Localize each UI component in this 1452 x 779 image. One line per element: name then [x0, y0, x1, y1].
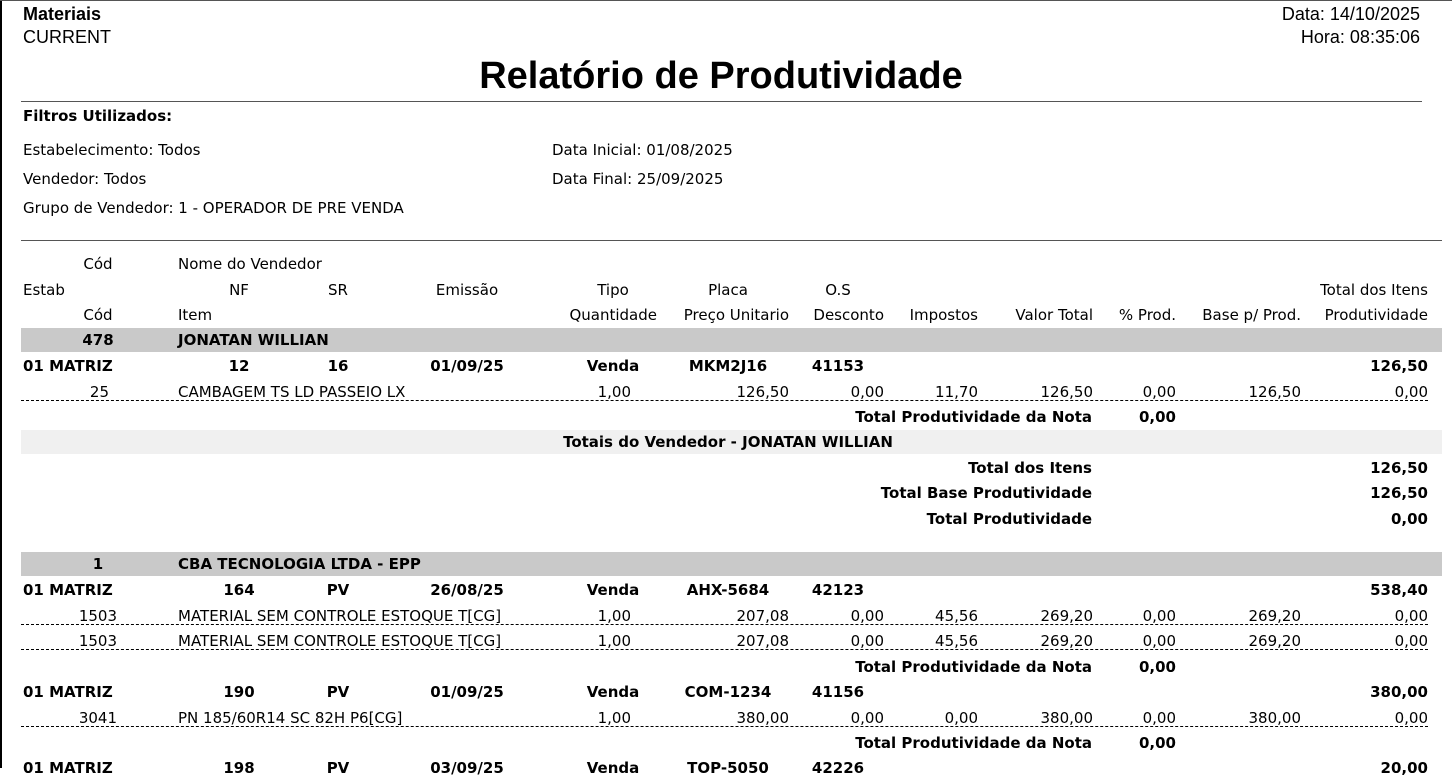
filters-heading: Filtros Utilizados: [23, 107, 173, 125]
col-desconto: Desconto [813, 306, 884, 324]
col-total-itens: Total dos Itens [1320, 281, 1428, 299]
note-row [0, 681, 1452, 703]
item-quantidade: 1,00 [597, 383, 631, 401]
note-total: 126,50 [1370, 357, 1428, 375]
note-nf: 164 [223, 581, 255, 599]
note-row [0, 757, 1452, 779]
col-seller-name: Nome do Vendedor [178, 255, 322, 273]
seller-total-itens-value: 126,50 [1370, 459, 1428, 477]
filter-grupo-vendedor: Grupo de Vendedor: 1 - OPERADOR DE PRE VENDA [23, 199, 404, 217]
seller-total-prod-label: Total Produtividade [926, 510, 1092, 528]
note-os: 42123 [811, 581, 865, 599]
note-tipo: Venda [586, 759, 640, 777]
col-placa: Placa [708, 281, 748, 299]
item-code: 1503 [78, 632, 117, 650]
note-placa: AHX-5684 [686, 581, 770, 599]
note-emissao: 26/08/25 [430, 581, 504, 599]
item-impostos: 0,00 [944, 709, 978, 727]
col-valor-total: Valor Total [1015, 306, 1093, 324]
item-base-prod: 126,50 [1248, 383, 1301, 401]
note-placa: COM-1234 [684, 683, 772, 701]
note-nf: 12 [228, 357, 250, 375]
col-item: Item [178, 306, 213, 324]
note-os: 41156 [811, 683, 865, 701]
report-time: Hora: 08:35:06 [1300, 27, 1420, 47]
item-base-prod: 269,20 [1248, 607, 1301, 625]
item-preco: 380,00 [736, 709, 789, 727]
filters-divider [21, 240, 1442, 241]
seller-total-base-label: Total Base Produtividade [880, 484, 1092, 502]
col-item-code: Cód [83, 306, 113, 324]
item-description: CAMBAGEM TS LD PASSEIO LX [178, 383, 406, 401]
note-total-label: Total Produtividade da Nota [855, 408, 1092, 426]
item-quantidade: 1,00 [597, 709, 631, 727]
note-tipo: Venda [586, 581, 640, 599]
note-total-value: 0,00 [1138, 658, 1176, 676]
col-sr: SR [328, 281, 348, 299]
item-preco: 207,08 [736, 632, 789, 650]
note-total-value: 0,00 [1138, 408, 1176, 426]
item-valor-total: 269,20 [1040, 632, 1093, 650]
seller-name: CBA TECNOLOGIA LTDA - EPP [178, 555, 421, 573]
note-sr: PV [326, 683, 350, 701]
item-valor-total: 126,50 [1040, 383, 1093, 401]
item-code: 1503 [78, 607, 117, 625]
filter-estabelecimento: Estabelecimento: Todos [23, 141, 201, 159]
seller-total-prod-value: 0,00 [1390, 510, 1428, 528]
note-row [0, 355, 1452, 377]
item-pct-prod: 0,00 [1142, 383, 1176, 401]
item-pct-prod: 0,00 [1142, 607, 1176, 625]
seller-code: 1 [92, 555, 104, 573]
item-base-prod: 269,20 [1248, 632, 1301, 650]
seller-total-base-value: 126,50 [1370, 484, 1428, 502]
col-seller-code: Cód [83, 255, 113, 273]
item-description: MATERIAL SEM CONTROLE ESTOQUE T[CG] [178, 632, 502, 650]
seller-name: JONATAN WILLIAN [178, 331, 329, 349]
col-nf: NF [229, 281, 249, 299]
item-desconto: 0,00 [850, 709, 884, 727]
col-emissao: Emissão [435, 281, 499, 299]
seller-totals-title: Totais do Vendedor - JONATAN WILLIAN [563, 433, 893, 451]
item-desconto: 0,00 [850, 383, 884, 401]
item-preco: 126,50 [736, 383, 789, 401]
note-estab: 01 MATRIZ [23, 581, 113, 599]
item-description: PN 185/60R14 SC 82H P6[CG] [178, 709, 403, 727]
item-description: MATERIAL SEM CONTROLE ESTOQUE T[CG] [178, 607, 502, 625]
note-total-label: Total Produtividade da Nota [855, 734, 1092, 752]
note-nf: 198 [223, 759, 255, 777]
note-placa: TOP-5050 [687, 759, 769, 777]
note-total: 380,00 [1370, 683, 1428, 701]
note-estab: 01 MATRIZ [23, 759, 113, 777]
col-pct-prod: % Prod. [1118, 306, 1176, 324]
module-name: Materiais [23, 4, 102, 24]
company-name: CURRENT [23, 27, 111, 47]
item-pct-prod: 0,00 [1142, 709, 1176, 727]
filter-vendedor: Vendedor: Todos [23, 170, 147, 188]
item-pct-prod: 0,00 [1142, 632, 1176, 650]
item-code: 25 [89, 383, 109, 401]
item-impostos: 45,56 [935, 632, 978, 650]
item-base-prod: 380,00 [1248, 709, 1301, 727]
item-produtividade: 0,00 [1394, 709, 1428, 727]
item-produtividade: 0,00 [1394, 607, 1428, 625]
col-tipo: Tipo [597, 281, 629, 299]
item-quantidade: 1,00 [597, 632, 631, 650]
note-sr: 16 [327, 357, 349, 375]
item-preco: 207,08 [736, 607, 789, 625]
item-desconto: 0,00 [850, 607, 884, 625]
note-tipo: Venda [586, 683, 640, 701]
item-row [0, 630, 1452, 652]
item-valor-total: 269,20 [1040, 607, 1093, 625]
item-produtividade: 0,00 [1394, 632, 1428, 650]
item-code: 3041 [78, 709, 117, 727]
col-base-prod: Base p/ Prod. [1202, 306, 1301, 324]
item-desconto: 0,00 [850, 632, 884, 650]
seller-total-itens-label: Total dos Itens [968, 459, 1092, 477]
col-impostos: Impostos [909, 306, 978, 324]
note-total-value: 0,00 [1138, 734, 1176, 752]
filter-data-final: Data Final: 25/09/2025 [552, 170, 724, 188]
col-preco-unitario: Preço Unitario [683, 306, 789, 324]
item-produtividade: 0,00 [1394, 383, 1428, 401]
note-estab: 01 MATRIZ [23, 357, 113, 375]
note-os: 41153 [811, 357, 865, 375]
item-row [0, 707, 1452, 729]
note-sr: PV [326, 581, 350, 599]
item-quantidade: 1,00 [597, 607, 631, 625]
seller-code: 478 [82, 331, 114, 349]
col-os: O.S [825, 281, 851, 299]
item-valor-total: 380,00 [1040, 709, 1093, 727]
note-sr: PV [326, 759, 350, 777]
item-impostos: 45,56 [935, 607, 978, 625]
note-estab: 01 MATRIZ [23, 683, 113, 701]
col-estab: Estab [23, 281, 65, 299]
item-row [0, 381, 1452, 403]
report-title: Relatório de Produtividade [479, 55, 963, 97]
note-emissao: 01/09/25 [430, 357, 504, 375]
note-total: 20,00 [1380, 759, 1428, 777]
note-row [0, 579, 1452, 601]
title-divider [21, 101, 1422, 102]
note-emissao: 01/09/25 [430, 683, 504, 701]
note-placa: MKM2J16 [688, 357, 768, 375]
item-row [0, 605, 1452, 627]
note-total: 538,40 [1370, 581, 1428, 599]
col-produtividade: Produtividade [1324, 306, 1428, 324]
note-total-label: Total Produtividade da Nota [855, 658, 1092, 676]
note-os: 42226 [811, 759, 865, 777]
note-tipo: Venda [586, 357, 640, 375]
note-emissao: 03/09/25 [430, 759, 504, 777]
note-nf: 190 [223, 683, 255, 701]
filter-data-inicial: Data Inicial: 01/08/2025 [552, 141, 733, 159]
col-quantidade: Quantidade [569, 306, 657, 324]
report-date: Data: 14/10/2025 [1281, 4, 1420, 24]
item-impostos: 11,70 [935, 383, 978, 401]
page-top-border [0, 0, 1452, 1]
